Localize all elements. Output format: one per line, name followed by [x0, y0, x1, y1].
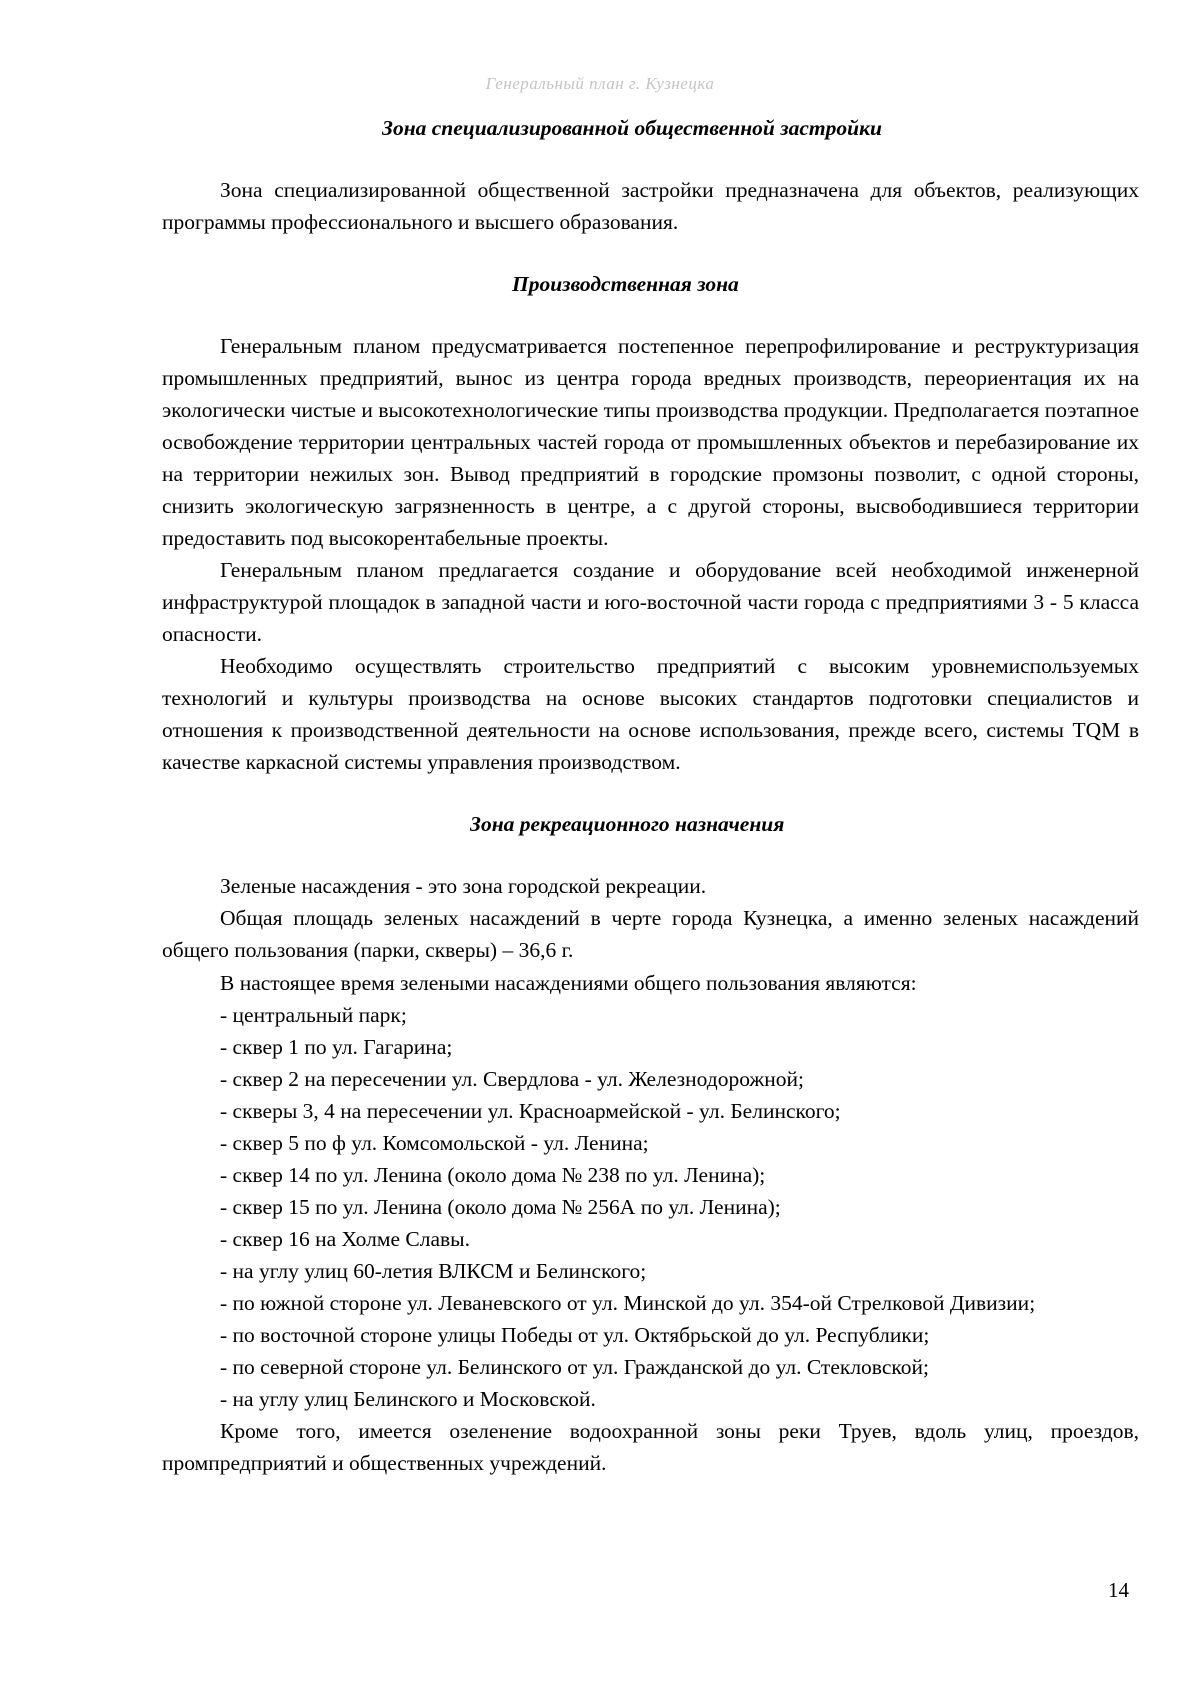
section-title-industrial-zone: Производственная зона: [512, 272, 739, 296]
section-title-specialized-public-zone: Зона специализированной общественной застройки: [382, 116, 882, 140]
list-item: - на углу улиц Белинского и Московской.: [220, 1387, 596, 1411]
list-item: - сквер 5 по ф ул. Комсомольской - ул. Ленина;: [220, 1131, 649, 1155]
green-areas-list: [162, 999, 1139, 1415]
page-content: [162, 112, 1139, 1479]
list-item: - по южной стороне ул. Леваневского от ул. Минской до ул. 354-ой Стрелковой Дивизии;: [220, 1291, 1036, 1315]
list-item: - сквер 2 на пересечении ул. Свердлова - ул. Железнодорожной;: [220, 1067, 805, 1091]
list-item: - сквер 15 по ул. Ленина (около дома № 256А по ул. Ленина);: [220, 1195, 781, 1219]
paragraph: Кроме того, имеется озеленение водоохранной зоны реки Труев, вдоль улиц, проездов, промпредприятий и общественных учреждений.: [162, 1419, 1139, 1475]
list-item: - сквер 14 по ул. Ленина (около дома № 238 по ул. Ленина);: [220, 1163, 766, 1187]
list-item: - центральный парк;: [220, 1003, 407, 1027]
list-item: - скверы 3, 4 на пересечении ул. Красноармейской - ул. Белинского;: [220, 1099, 841, 1123]
list-item: - сквер 16 на Холме Славы.: [220, 1227, 470, 1251]
list-item: - сквер 1 по ул. Гагарина;: [220, 1035, 453, 1059]
paragraph: Генеральным планом предлагается создание и оборудование всей необходимой инженерной инфраструктурой площадок в западной части и юго-восточной части города с предприятиями 3 - 5 класса опасности.: [162, 558, 1139, 646]
paragraph: Зеленые насаждения - это зона городской рекреации.: [220, 874, 707, 898]
list-item: - по северной стороне ул. Белинского от ул. Гражданской до ул. Стекловской;: [220, 1355, 929, 1379]
paragraph: В настоящее время зелеными насаждениями общего пользования являются:: [220, 971, 917, 995]
list-item: - по восточной стороне улицы Победы от ул. Октябрьской до ул. Республики;: [220, 1323, 930, 1347]
paragraph: Зона специализированной общественной застройки предназначена для объектов, реализующих программы профессионального и высшего образования.: [162, 178, 1139, 234]
paragraph: Генеральным планом предусматривается постепенное перепрофилирование и реструктуризация промышленных предприятий, вынос из центра города вредных производств, переориентация их на экологически чистые и высокотехнологические типы производства продукции. Предполагается поэтапное освобождение территории центральных частей города от промышленных объектов и перебазирование их на территории нежилых зон. Вывод предприятий в городские промзоны позволит, с одной стороны, снизить экологическую загрязненность в центре, а с другой стороны, высвободившиеся территории предоставить под высокорентабельные проекты.: [162, 334, 1139, 550]
paragraph: Общая площадь зеленых насаждений в черте города Кузнецка, а именно зеленых насаждений общего пользования (парки, скверы) – 36,6 г.: [162, 906, 1139, 962]
section-title-recreational-zone: Зона рекреационного назначения: [470, 812, 785, 836]
page-number: 14: [1108, 1578, 1129, 1602]
paragraph: Необходимо осуществлять строительство предприятий с высоким уровнемиспользуемых технологий и культуры производства на основе высоких стандартов подготовки специалистов и отношения к производственной деятельности на основе использования, прежде всего, системы TQM в качестве каркасной системы управления производством.: [162, 654, 1139, 774]
running-header: Генеральный план г. Кузнецка: [485, 74, 715, 93]
list-item: - на углу улиц 60-летия ВЛКСМ и Белинского;: [220, 1259, 647, 1283]
